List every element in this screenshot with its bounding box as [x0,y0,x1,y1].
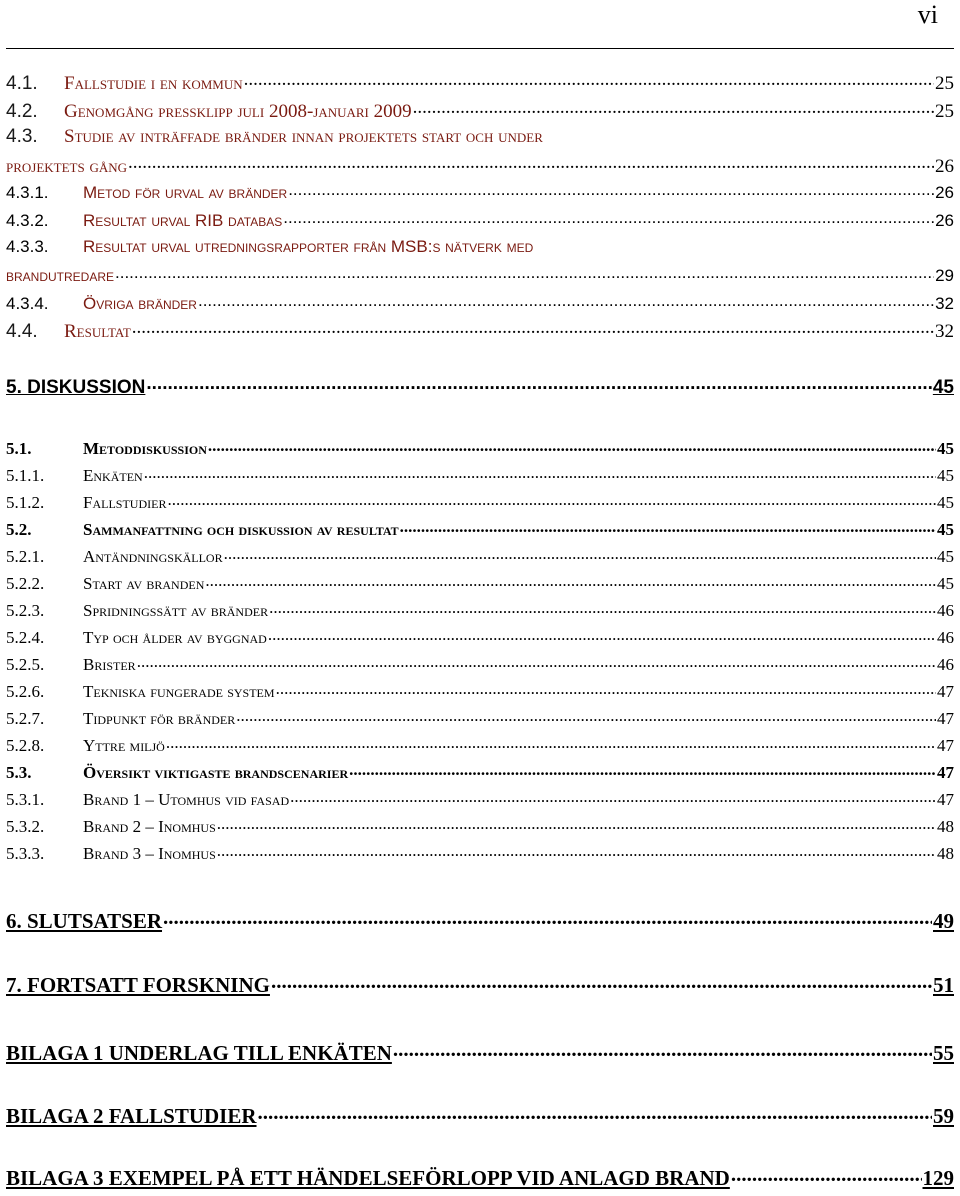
toc-leader [288,181,934,198]
toc-title: BILAGA 3 EXEMPEL PÅ ETT HÄNDELSEFÖRLOPP VID ANLAGD BRAND [6,1166,730,1190]
toc-number: 5.2.5. [6,655,45,674]
toc-title: Antändningskällor [83,547,223,566]
toc-page: 32 [935,321,954,342]
toc-entry[interactable] [6,680,954,702]
toc-title: BILAGA 1 UNDERLAG TILL ENKÄTEN [6,1041,392,1065]
toc-leader [205,572,936,589]
toc-leader [268,626,936,643]
toc-entry[interactable] [6,437,954,459]
toc-leader [224,545,936,562]
toc-leader [115,264,934,281]
toc-leader [198,292,934,309]
toc-entry[interactable] [6,626,954,648]
toc-entry[interactable] [6,126,954,148]
toc-leader [731,1164,922,1185]
toc-entry[interactable] [6,707,954,729]
toc-entry[interactable] [6,181,954,203]
toc-entry[interactable] [6,545,954,567]
toc-title-continued: projektets gång [6,156,128,177]
toc-number: 5.3.3. [6,844,45,863]
toc-title: Resultat urval RIB databas [83,211,283,230]
toc-page: 45 [937,439,954,458]
toc-title: Tidpunkt för bränder [83,709,236,728]
toc-leader [167,491,936,508]
toc-title: Enkäten [83,466,143,485]
toc-title: 7. FORTSATT FORSKNING [6,973,270,997]
toc-leader [271,971,932,992]
toc-number: 5.2.1. [6,547,45,566]
toc-title: Typ och ålder av byggnad [83,628,267,647]
toc-page: 47 [937,790,954,809]
toc-page: 51 [933,973,954,997]
toc-title: Brand 2 – Inomhus [83,817,216,836]
toc-leader [244,70,934,89]
toc-page: 48 [937,817,954,836]
toc-entry[interactable] [6,292,954,314]
toc-title: Studie av inträffade bränder innan projektets start och under [64,126,543,147]
toc-page: 45 [937,574,954,593]
toc-number: 5.2.6. [6,682,45,701]
toc-page: 32 [935,294,954,313]
toc-number: 5.2.8. [6,736,45,755]
toc-leader [258,1102,932,1123]
toc-entry[interactable] [6,653,954,675]
toc-page: 45 [937,520,954,539]
toc-title: Fallstudier [83,493,167,512]
toc-chapter[interactable] [6,1039,954,1066]
toc-title-continued: brandutredare [6,266,115,285]
toc-leader [349,761,936,778]
toc-number: 4.2. [6,101,38,122]
toc-title: Sammanfattning och diskussion av resultat [83,520,399,539]
toc-title: Fallstudie i en kommun [64,73,243,94]
toc-page: 25 [935,101,954,122]
toc-entry[interactable] [6,842,954,864]
toc-page: 26 [935,211,954,230]
toc-entry-continuation[interactable] [6,264,954,286]
toc-title: Översikt viktigaste brandscenarier [83,763,349,782]
header-rule [6,48,954,49]
toc-number: 5.2.4. [6,628,45,647]
toc-page: 45 [932,377,954,398]
toc-number: 5.2.2. [6,574,45,593]
toc-title: Tekniska fungerade system [83,682,275,701]
toc-entry[interactable] [6,98,954,123]
toc-title: BILAGA 2 FALLSTUDIER [6,1104,257,1128]
toc-title: Start av branden [83,574,205,593]
toc-entry[interactable] [6,788,954,810]
toc-entry[interactable] [6,318,954,343]
toc-page: 49 [933,909,954,933]
toc-leader [393,1039,932,1060]
toc-leader [217,815,936,832]
toc-leader [290,788,936,805]
toc-number: 5.3.2. [6,817,45,836]
toc-entry[interactable] [6,761,954,783]
toc-page: 25 [935,73,954,94]
toc-page: 46 [937,655,954,674]
toc-title: Metoddiskussion [83,439,207,458]
toc-number: 4.3.2. [6,211,49,230]
toc-page: 45 [937,547,954,566]
toc-title: Spridningssätt av bränder [83,601,269,620]
page-number: vi [917,0,938,29]
toc-page: 47 [937,709,954,728]
toc-entry-continuation[interactable] [6,153,954,178]
toc-title: Genomgång pressklipp juli 2008-januari 2009 [64,101,412,122]
toc-entry[interactable] [6,599,954,621]
toc-title: Metod för urval av bränder [83,183,288,202]
toc-number: 5.2.7. [6,709,45,728]
toc-page: 29 [935,266,954,285]
toc-leader [146,374,931,393]
toc-title: 5. DISKUSSION [6,377,146,398]
toc-entry[interactable] [6,491,954,513]
toc-page: 26 [935,156,954,177]
toc-title: 6. SLUTSATSER [6,909,163,933]
toc-chapter[interactable] [6,1102,954,1129]
toc-title: Övriga bränder [83,294,197,313]
toc-page: 46 [937,628,954,647]
toc-page: 46 [937,601,954,620]
toc-number: 5.3.1. [6,790,45,809]
toc-title: Resultat urval utredningsrapporter från MSB:s nätverk med [83,237,534,256]
toc-page: 55 [933,1041,954,1065]
toc-title: Brand 1 – Utomhus vid fasad [83,790,290,809]
toc-page: 47 [937,763,954,782]
toc-leader [276,680,936,697]
toc-page: 47 [937,736,954,755]
toc-leader [217,842,936,859]
toc-number: 5.1.1. [6,466,45,485]
toc-chapter[interactable] [6,971,954,998]
toc-number: 4.3.1. [6,183,49,202]
toc-number: 5.2. [6,520,32,539]
toc-leader [283,209,934,226]
toc-page: 59 [933,1104,954,1128]
toc-leader [413,98,934,117]
toc-entry[interactable] [6,734,954,756]
toc-page: 26 [935,183,954,202]
toc-leader [269,599,936,616]
toc-chapter[interactable] [6,1164,954,1191]
toc-number: 4.1. [6,73,38,94]
toc-title: Brand 3 – Inomhus [83,844,216,863]
toc-chapter[interactable] [6,374,954,399]
toc-entry[interactable] [6,815,954,837]
toc-number: 4.4. [6,321,38,342]
toc-page: 48 [937,844,954,863]
toc-entry[interactable] [6,209,954,231]
toc-leader [163,907,932,928]
toc-entry[interactable] [6,464,954,486]
toc-leader [166,734,936,751]
toc-title: Brister [83,655,136,674]
toc-leader [137,653,936,670]
toc-number: 5.1. [6,439,32,458]
toc-number: 5.3. [6,763,32,782]
toc-chapter[interactable] [6,907,954,934]
toc-entry[interactable] [6,70,954,95]
toc-number: 4.3. [6,126,38,147]
toc-leader [400,518,936,535]
toc-entry[interactable] [6,518,954,540]
toc-number: 5.2.3. [6,601,45,620]
toc-number: 4.3.3. [6,237,49,256]
toc-leader [236,707,936,724]
toc-page: 45 [937,493,954,512]
toc-leader [132,318,934,337]
toc-entry[interactable] [6,237,954,257]
toc-number: 5.1.2. [6,493,45,512]
toc-page: 45 [937,466,954,485]
toc-title: Yttre miljö [83,736,165,755]
toc-leader [128,153,934,172]
toc-page: 129 [922,1166,954,1190]
toc-entry[interactable] [6,572,954,594]
toc-title: Resultat [64,321,131,342]
toc-page: 47 [937,682,954,701]
toc-number: 4.3.4. [6,294,49,313]
toc-leader [208,437,936,454]
toc-leader [144,464,936,481]
